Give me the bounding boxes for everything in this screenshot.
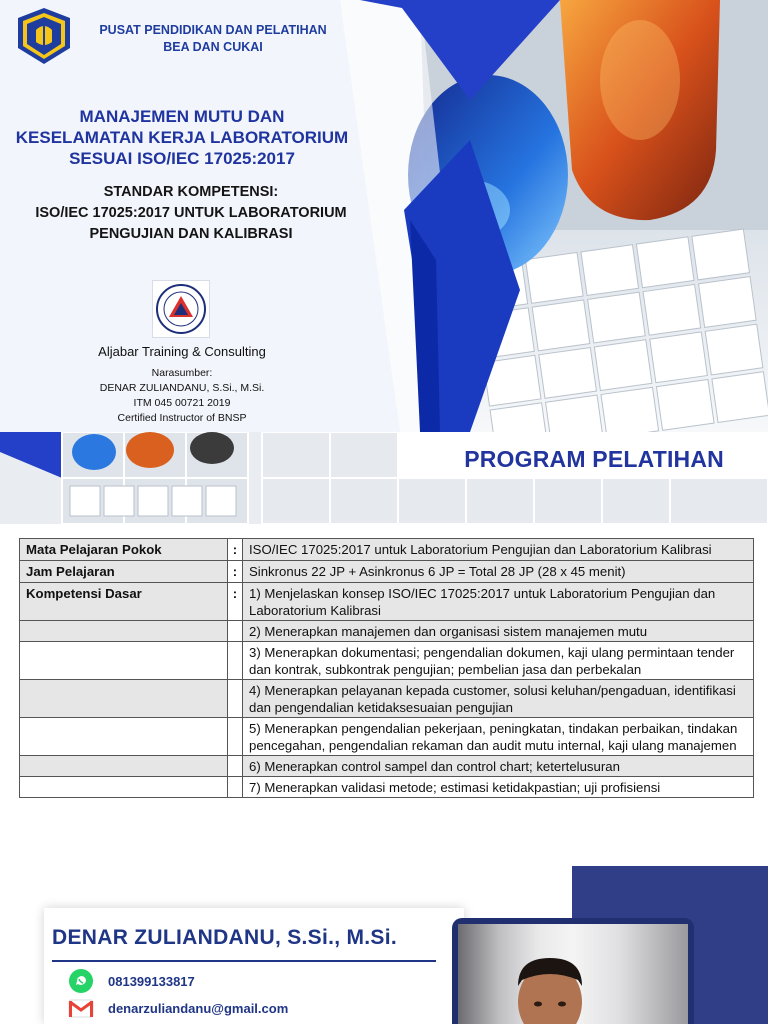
contact-email-row[interactable] (68, 998, 288, 1018)
organization-header (14, 6, 74, 66)
table-row (20, 642, 754, 680)
row-separator (228, 642, 243, 680)
course-title-line-2: KESELAMATAN KERJA LABORATORIUM (15, 128, 349, 147)
table-row (20, 583, 754, 621)
row-value: ISO/IEC 17025:2017 untuk Laboratorium Pengujian dan Laboratorium Kalibrasi (243, 539, 754, 561)
course-title-line-1: MANAJEMEN MUTU DAN (79, 107, 285, 126)
contact-email[interactable]: denarzuliandanu@gmail.com (108, 1000, 289, 1016)
program-banner (0, 432, 768, 524)
row-separator: : (228, 561, 243, 583)
row-value: 5) Menerapkan pengendalian pekerjaan, peningkatan, tindakan perbaikan, tindakan pencegahan, pengendalian rekaman dan audit mutu internal, kaji ulang manajemen (243, 718, 754, 756)
whatsapp-icon (68, 968, 94, 994)
organization-name (68, 22, 358, 56)
row-label (20, 642, 228, 680)
speaker-certification: Certified Instructor of BNSP (117, 412, 247, 424)
row-label (20, 777, 228, 798)
row-separator (228, 621, 243, 642)
table-row (20, 680, 754, 718)
row-value: 4) Menerapkan pelayanan kepada customer, solusi keluhan/pengaduan, identifikasi dan pengendalian ketidaksesuaian pengujian (243, 680, 754, 718)
speaker-photo-frame (452, 918, 694, 1024)
table-row (20, 621, 754, 642)
row-value: 6) Menerapkan control sampel dan control chart; ketertelusuran (243, 756, 754, 777)
row-label (20, 621, 228, 642)
row-separator (228, 680, 243, 718)
program-table (19, 538, 754, 798)
contact-divider (52, 960, 436, 962)
customs-emblem-logo (14, 6, 74, 66)
table-row (20, 539, 754, 561)
speaker-itm: ITM 045 00721 2019 (133, 397, 231, 409)
competency-line-1: STANDAR KOMPETENSI: (103, 184, 279, 200)
competency-line-2: ISO/IEC 17025:2017 UNTUK LABORATORIUM (35, 205, 347, 221)
organization-line-1: PUSAT PENDIDIKAN DAN PELATIHAN (99, 23, 327, 37)
table-row (20, 777, 754, 798)
row-value: 3) Menerapkan dokumentasi; pengendalian dokumen, kaji ulang permintaan tender dan kontrak, subkontrak pengujian; pembelian jasa dan perbekalan (243, 642, 754, 680)
row-separator (228, 718, 243, 756)
row-value: 1) Menjelaskan konsep ISO/IEC 17025:2017 untuk Laboratorium Pengujian dan Laboratorium Kalibrasi (243, 583, 754, 621)
row-separator: : (228, 539, 243, 561)
row-label (20, 680, 228, 718)
table-row (20, 756, 754, 777)
contact-phone-row[interactable] (68, 968, 195, 994)
row-label: Kompetensi Dasar (20, 583, 228, 621)
table-row (20, 718, 754, 756)
speaker-name: DENAR ZULIANDANU, S.Si., M.Si. (99, 382, 265, 394)
training-company-name: Aljabar Training & Consulting (98, 344, 266, 359)
row-value: 7) Menerapkan validasi metode; estimasi ketidakpastian; uji profisiensi (243, 777, 754, 798)
organization-line-2: BEA DAN CUKAI (163, 40, 263, 54)
course-title-line-3: SESUAI ISO/IEC 17025:2017 (69, 149, 295, 168)
row-separator (228, 777, 243, 798)
contact-name: DENAR ZULIANDANU, S.Si., M.Si. (52, 926, 398, 949)
course-title (0, 106, 364, 169)
row-label (20, 756, 228, 777)
row-value: Sinkronus 22 JP + Asinkronus 6 JP = Total 28 JP (28 x 45 menit) (243, 561, 754, 583)
program-title: PROGRAM PELATIHAN (464, 446, 724, 472)
row-label: Mata Pelajaran Pokok (20, 539, 228, 561)
speaker-label: Narasumber: (151, 367, 213, 379)
speaker-portrait (458, 924, 688, 1024)
contact-card (44, 908, 464, 1024)
competency-line-3: PENGUJIAN DAN KALIBRASI (89, 226, 293, 242)
contact-phone[interactable]: 081399133817 (108, 973, 195, 989)
table-row (20, 561, 754, 583)
hero-section (0, 0, 768, 432)
row-label (20, 718, 228, 756)
speaker-photo (458, 924, 688, 1024)
trainer-info (0, 343, 364, 426)
competency-standard (0, 182, 382, 245)
gmail-icon (68, 998, 94, 1018)
row-separator: : (228, 583, 243, 621)
row-value: 2) Menerapkan manajemen dan organisasi sistem manajemen mutu (243, 621, 754, 642)
row-separator (228, 756, 243, 777)
row-label: Jam Pelajaran (20, 561, 228, 583)
training-company-logo (152, 280, 210, 338)
